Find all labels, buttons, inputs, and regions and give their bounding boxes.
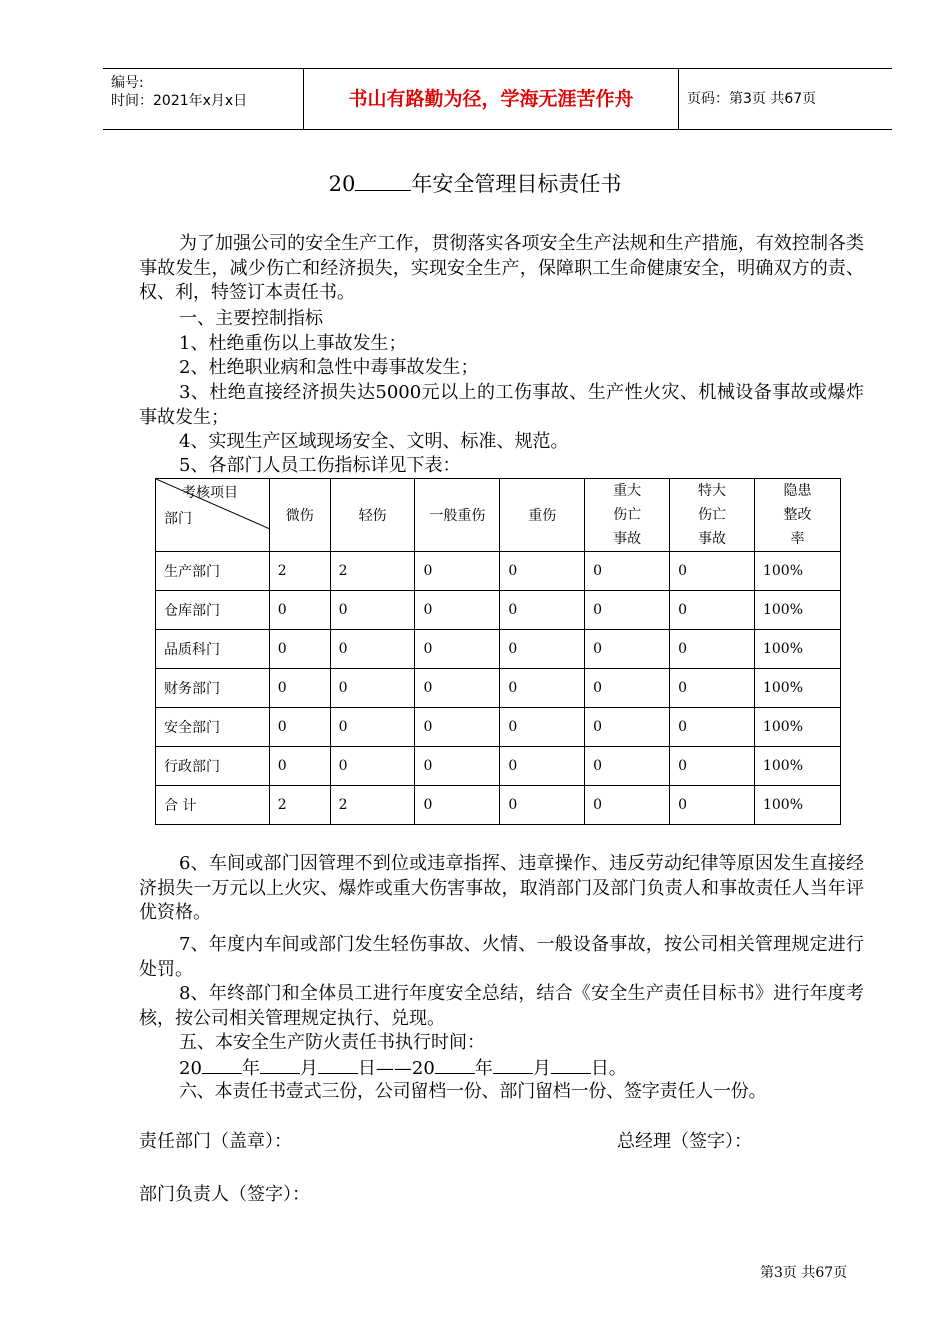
dept-name-cell: 合 计 [156,786,270,825]
paragraph-7: 7、年度内车间或部门发生轻伤事故、火情、一般设备事故，按公司相关管理规定进行处罚。 [139,934,864,980]
value-cell: 0 [500,552,585,591]
table-row [156,708,841,747]
value-cell: 0 [330,708,415,747]
value-cell: 2 [269,552,330,591]
value-cell: 100% [754,708,840,747]
value-cell: 0 [415,786,500,825]
sign-gm: 总经理（签字）： [617,1131,752,1152]
value-cell: 0 [330,591,415,630]
value-cell: 0 [500,591,585,630]
date-blank [435,1055,475,1074]
table-row [156,786,841,825]
injury-index-table [155,478,841,825]
value-cell: 0 [585,552,670,591]
date-blank [493,1055,533,1074]
date-range-line [139,1055,627,1081]
value-cell: 0 [585,591,670,630]
item-2: 2、杜绝职业病和急性中毒事故发生； [179,357,479,378]
dept-name-cell: 财务部门 [156,669,270,708]
col-header: 重伤 [500,479,585,552]
value-cell: 0 [670,669,755,708]
intro-paragraph: 为了加强公司的安全生产工作，贯彻落实各项安全生产法规和生产措施，有效控制各类事故发生，减少伤亡和经济损失，实现安全生产，保障职工生命健康安全，明确双方的责、权、利，特签订本责任书。 [139,233,864,303]
date-blank [551,1055,591,1074]
document-title [0,168,950,198]
section-1-heading: 一、主要控制指标 [179,308,323,329]
table-row [156,747,841,786]
value-cell: 0 [670,552,755,591]
value-cell: 0 [269,591,330,630]
item-5: 5、各部门人员工伤指标详见下表： [179,455,461,476]
value-cell: 0 [330,630,415,669]
value-cell: 0 [585,630,670,669]
value-cell: 100% [754,552,840,591]
sign-dept: 责任部门（盖章）： [139,1131,292,1152]
table-body [156,552,841,825]
date-blank [318,1055,358,1074]
sign-dept-head: 部门负责人（签字）： [139,1184,310,1205]
table-row [156,669,841,708]
value-cell: 0 [500,708,585,747]
value-cell: 0 [500,747,585,786]
value-cell: 0 [670,708,755,747]
date-blank [260,1055,300,1074]
dept-name-cell: 仓库部门 [156,591,270,630]
table-row [156,591,841,630]
table-row [156,552,841,591]
value-cell: 0 [500,669,585,708]
value-cell: 2 [330,786,415,825]
value-cell: 0 [415,630,500,669]
value-cell: 0 [269,747,330,786]
dept-name-cell: 安全部门 [156,708,270,747]
title-year-blank [355,169,411,191]
paragraph-8: 8、年终部门和全体员工进行年度安全总结，结合《安全生产责任目标书》进行年度考核，按公司相关管理规定执行、兑现。 [139,983,864,1029]
value-cell: 0 [415,708,500,747]
header-meta [103,69,304,129]
section-6-heading: 六、本责任书壹式三份，公司留档一份、部门留档一份、签字责任人一份。 [179,1081,767,1102]
date-year-label: 年 [474,1058,493,1079]
value-cell: 0 [585,747,670,786]
time-label: 时间：2021年x月x日 [111,93,248,109]
col-header: 重大伤亡事故 [585,479,670,552]
table-corner-cell [156,479,270,552]
col-header: 一般重伤 [415,479,500,552]
header-motto: 书山有路勤为径，学海无涯苦作舟 [304,69,679,129]
table-row [156,630,841,669]
date-day-label: 日。 [590,1058,627,1079]
header-page-info: 页码：第3页 共67页 [687,91,817,107]
col-header: 隐患整改率 [754,479,840,552]
value-cell: 100% [754,747,840,786]
item-4: 4、实现生产区域现场安全、文明、标准、规范。 [179,431,569,452]
value-cell: 0 [269,669,330,708]
date-year-label: 年 [241,1058,260,1079]
value-cell: 0 [500,630,585,669]
code-label: 编号: [111,75,144,91]
value-cell: 0 [330,747,415,786]
value-cell: 2 [269,786,330,825]
value-cell: 0 [670,630,755,669]
table-header-row [156,479,841,552]
value-cell: 100% [754,591,840,630]
paragraph-6: 6、车间或部门因管理不到位或违章指挥、违章操作、违反劳动纪律等原因发生直接经济损失一万元以上火灾、爆炸或重大伤害事故，取消部门及部门负责人和事故责任人当年评优资格。 [139,853,864,923]
value-cell: 0 [585,669,670,708]
dept-name-cell: 生产部门 [156,552,270,591]
section-5-heading: 五、本安全生产防火责任书执行时间： [179,1032,485,1053]
date-day-to-label: 日——20 [357,1058,435,1079]
value-cell: 0 [415,552,500,591]
value-cell: 0 [415,591,500,630]
value-cell: 0 [670,591,755,630]
value-cell: 100% [754,786,840,825]
corner-top-label: 考核项目 [182,485,238,501]
value-cell: 0 [415,669,500,708]
page-footer: 第3页 共67页 [760,1265,848,1281]
value-cell: 0 [585,708,670,747]
value-cell: 2 [330,552,415,591]
value-cell: 0 [269,708,330,747]
item-3: 3、杜绝直接经济损失达5000元以上的工伤事故、生产性火灾、机械设备事故或爆炸事故发生； [139,382,864,428]
value-cell: 0 [330,669,415,708]
date-month-label: 月 [532,1058,551,1079]
title-suffix: 年安全管理目标责任书 [411,172,622,196]
date-blank [202,1055,242,1074]
date-year-prefix: 20 [179,1058,202,1079]
value-cell: 0 [670,786,755,825]
value-cell: 0 [585,786,670,825]
corner-bottom-label: 部门 [164,511,192,527]
dept-name-cell: 品质科门 [156,630,270,669]
item-1: 1、杜绝重伤以上事故发生； [179,333,407,354]
date-month-label: 月 [299,1058,318,1079]
value-cell: 0 [415,747,500,786]
col-header: 轻伤 [330,479,415,552]
value-cell: 0 [500,786,585,825]
value-cell: 0 [670,747,755,786]
col-header: 微伤 [269,479,330,552]
value-cell: 100% [754,669,840,708]
value-cell: 0 [269,630,330,669]
page-header [103,68,892,130]
title-prefix: 20 [328,172,356,196]
dept-name-cell: 行政部门 [156,747,270,786]
value-cell: 100% [754,630,840,669]
col-header: 特大伤亡事故 [670,479,755,552]
